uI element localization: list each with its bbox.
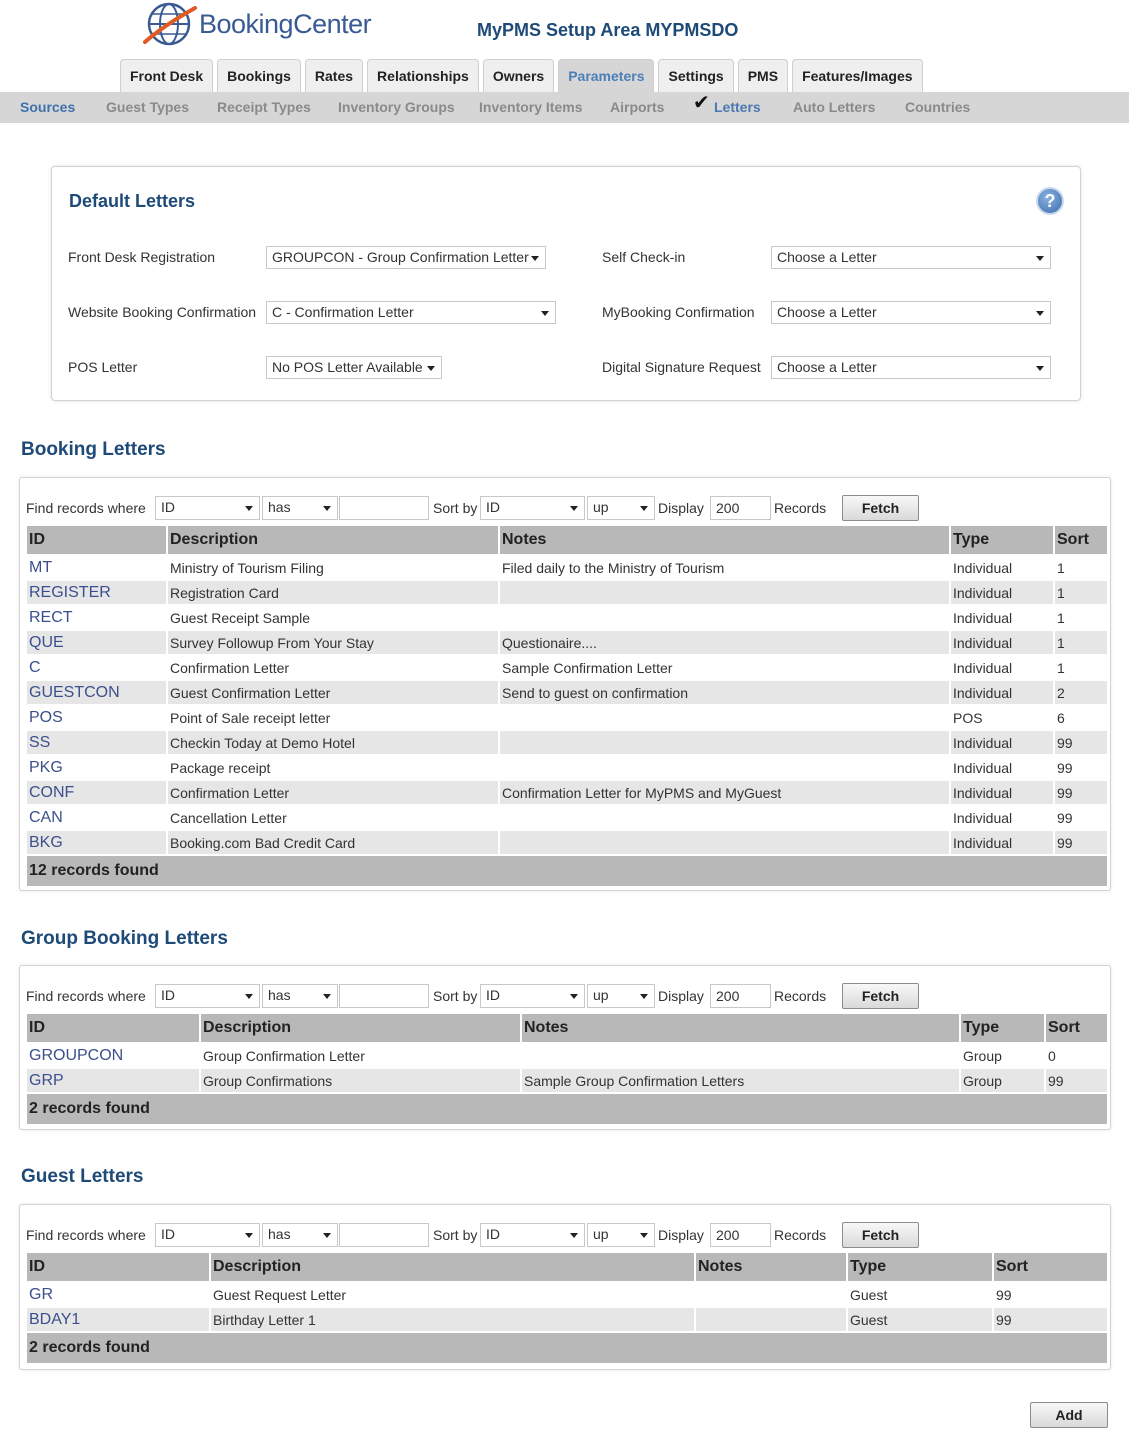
records-label: Records [774, 1227, 827, 1243]
tab-features-images[interactable]: Features/Images [792, 59, 923, 92]
table-row [27, 556, 1107, 579]
notes-cell [500, 706, 949, 729]
booking-letters-title: Booking Letters [21, 439, 166, 460]
records-found-count: 2 records found [27, 1094, 1107, 1124]
table-row [27, 756, 1107, 779]
logo-text: BookingCenter [199, 8, 372, 39]
table-row [27, 831, 1107, 854]
display-label: Display [658, 500, 704, 516]
letter-id-link[interactable]: QUE [27, 631, 166, 654]
default-letters-title: Default Letters [69, 191, 196, 211]
table-row [27, 1283, 1107, 1306]
description-cell: Booking.com Bad Credit Card [168, 831, 498, 854]
column-header-description[interactable]: Description [211, 1253, 694, 1281]
table-footer [27, 1333, 1107, 1363]
notes-cell: Send to guest on confirmation [500, 681, 949, 704]
notes-cell [500, 606, 949, 629]
sort-cell: 1 [1055, 606, 1107, 629]
checkmark-icon: ✔ [693, 92, 710, 114]
records-found-count: 2 records found [27, 1333, 1107, 1363]
column-header-sort[interactable]: Sort [1046, 1014, 1107, 1042]
chevron-down-icon [570, 994, 578, 999]
website-booking-confirmation-label: Website Booking Confirmation [68, 304, 257, 320]
sort-field-value: ID [486, 499, 500, 515]
column-header-notes[interactable]: Notes [696, 1253, 846, 1281]
sort-direction-value: up [593, 1226, 609, 1242]
letter-id-link[interactable]: MT [27, 556, 166, 579]
front-desk-registration-select[interactable] [266, 246, 546, 269]
letter-id-link[interactable]: POS [27, 706, 166, 729]
chevron-down-icon [323, 994, 331, 999]
digital-signature-request-select[interactable] [771, 356, 1051, 379]
type-cell: Group [961, 1044, 1044, 1067]
guest-letters-table [25, 1251, 1109, 1365]
mybooking-confirmation-value: Choose a Letter [777, 304, 877, 320]
find-records-label: Find records where [26, 988, 146, 1004]
table-footer [27, 856, 1107, 886]
front-desk-registration-label: Front Desk Registration [68, 249, 216, 265]
tab-relationships[interactable]: Relationships [367, 59, 479, 92]
letter-id-link[interactable]: C [27, 656, 166, 679]
description-cell: Group Confirmation Letter [201, 1044, 520, 1067]
notes-cell: Filed daily to the Ministry of Tourism [500, 556, 949, 579]
sort-cell: 2 [1055, 681, 1107, 704]
sort-cell: 1 [1055, 581, 1107, 604]
guest-filter-row [26, 1223, 1106, 1249]
letter-id-link[interactable]: BKG [27, 831, 166, 854]
fetch-button[interactable]: Fetch [842, 983, 919, 1009]
notes-cell [500, 581, 949, 604]
sort-cell: 6 [1055, 706, 1107, 729]
description-cell: Point of Sale receipt letter [168, 706, 498, 729]
subnav-inventory-groups[interactable]: Inventory Groups [338, 99, 455, 115]
table-row [27, 606, 1107, 629]
type-cell: Individual [951, 781, 1053, 804]
column-header-id[interactable]: ID [27, 1253, 209, 1281]
sort-cell: 99 [994, 1308, 1107, 1331]
column-header-sort[interactable]: Sort [994, 1253, 1107, 1281]
chevron-down-icon [245, 1233, 253, 1238]
group-booking-letters-title: Group Booking Letters [21, 928, 228, 949]
chevron-down-icon [640, 1233, 648, 1238]
filter-operator-select[interactable] [262, 496, 338, 520]
type-cell: Guest [848, 1308, 992, 1331]
description-cell: Cancellation Letter [168, 806, 498, 829]
website-booking-confirmation-value: C - Confirmation Letter [272, 304, 414, 320]
display-count-input[interactable]: 200 [710, 1223, 771, 1247]
globe-logo-icon [143, 2, 197, 46]
letter-id-link[interactable]: GRP [27, 1069, 199, 1092]
table-row [27, 1069, 1107, 1092]
sort-direction-value: up [593, 987, 609, 1003]
type-cell: Guest [848, 1283, 992, 1306]
sort-direction-value: up [593, 499, 609, 515]
letter-id-link[interactable]: SS [27, 731, 166, 754]
description-cell: Registration Card [168, 581, 498, 604]
type-cell: Individual [951, 831, 1053, 854]
tab-pms[interactable]: PMS [738, 59, 788, 92]
filter-field-value: ID [161, 1226, 175, 1242]
add-button[interactable]: Add [1030, 1402, 1108, 1428]
subnav-countries[interactable]: Countries [905, 99, 971, 115]
mybooking-confirmation-select[interactable] [771, 301, 1051, 324]
table-row [27, 656, 1107, 679]
self-checkin-label: Self Check-in [602, 249, 686, 265]
filter-operator-select[interactable] [262, 1223, 338, 1247]
table-row [27, 806, 1107, 829]
table-row [27, 731, 1107, 754]
filter-operator-select[interactable] [262, 984, 338, 1008]
type-cell: Individual [951, 806, 1053, 829]
tab-owners[interactable]: Owners [483, 59, 554, 92]
letter-id-link[interactable]: CONF [27, 781, 166, 804]
chevron-down-icon [531, 256, 539, 261]
description-cell: Group Confirmations [201, 1069, 520, 1092]
chevron-down-icon [323, 1233, 331, 1238]
table-footer [27, 1094, 1107, 1124]
filter-field-select[interactable] [155, 1223, 260, 1247]
description-cell: Confirmation Letter [168, 656, 498, 679]
column-header-type[interactable]: Type [961, 1014, 1044, 1042]
type-cell: Individual [951, 581, 1053, 604]
guest-letters-title: Guest Letters [21, 1166, 144, 1187]
column-header-notes[interactable]: Notes [500, 526, 949, 554]
column-header-sort[interactable]: Sort [1055, 526, 1107, 554]
records-label: Records [774, 500, 827, 516]
sort-cell: 99 [994, 1283, 1107, 1306]
sort-field-select[interactable] [480, 984, 585, 1008]
sort-cell: 99 [1046, 1069, 1107, 1092]
table-row [27, 631, 1107, 654]
sort-field-select[interactable] [480, 496, 585, 520]
description-cell: Guest Receipt Sample [168, 606, 498, 629]
notes-cell [696, 1283, 846, 1306]
sort-field-select[interactable] [480, 1223, 585, 1247]
tab-rates[interactable]: Rates [305, 59, 363, 92]
notes-cell [500, 731, 949, 754]
tab-bookings[interactable]: Bookings [217, 59, 301, 92]
pos-letter-value: No POS Letter Available [272, 359, 423, 375]
notes-cell [500, 806, 949, 829]
sort-direction-select[interactable] [587, 984, 655, 1008]
type-cell: Individual [951, 731, 1053, 754]
column-header-type[interactable]: Type [951, 526, 1053, 554]
notes-cell [500, 756, 949, 779]
booking-letters-box [19, 477, 1111, 891]
sort-by-label: Sort by [433, 1227, 478, 1243]
chevron-down-icon [640, 506, 648, 511]
sort-cell: 1 [1055, 656, 1107, 679]
chevron-down-icon [323, 506, 331, 511]
filter-operator-value: has [268, 499, 291, 515]
description-cell: Checkin Today at Demo Hotel [168, 731, 498, 754]
sort-direction-select[interactable] [587, 1223, 655, 1247]
filter-field-select[interactable] [155, 984, 260, 1008]
main-tabs [120, 59, 927, 92]
table-row [27, 1044, 1107, 1067]
sort-by-label: Sort by [433, 500, 478, 516]
table-row [27, 781, 1107, 804]
sort-cell: 99 [1055, 781, 1107, 804]
type-cell: Individual [951, 656, 1053, 679]
type-cell: Individual [951, 606, 1053, 629]
column-header-notes[interactable]: Notes [522, 1014, 959, 1042]
description-cell: Confirmation Letter [168, 781, 498, 804]
notes-cell: Confirmation Letter for MyPMS and MyGuest [500, 781, 949, 804]
tab-parameters[interactable]: Parameters [558, 59, 654, 92]
fetch-button[interactable]: Fetch [842, 495, 919, 521]
records-found-count: 12 records found [27, 856, 1107, 886]
sort-cell: 99 [1055, 831, 1107, 854]
sort-cell: 99 [1055, 756, 1107, 779]
column-header-type[interactable]: Type [848, 1253, 992, 1281]
tab-front-desk[interactable]: Front Desk [120, 59, 213, 92]
chevron-down-icon [570, 506, 578, 511]
sort-cell: 99 [1055, 731, 1107, 754]
letter-id-link[interactable]: RECT [27, 606, 166, 629]
sort-by-label: Sort by [433, 988, 478, 1004]
front-desk-registration-value: GROUPCON - Group Confirmation Letter [272, 249, 529, 265]
help-icon[interactable]: ? [1036, 187, 1064, 215]
subnav-sources[interactable]: Sources [20, 99, 76, 115]
chevron-down-icon [245, 994, 253, 999]
sort-field-value: ID [486, 1226, 500, 1242]
sort-direction-select[interactable] [587, 496, 655, 520]
chevron-down-icon [427, 366, 435, 371]
chevron-down-icon [1036, 366, 1044, 371]
sort-cell: 1 [1055, 556, 1107, 579]
subnav-letters[interactable]: Letters [714, 99, 761, 115]
sort-cell: 1 [1055, 631, 1107, 654]
mybooking-confirmation-label: MyBooking Confirmation [602, 304, 755, 320]
description-cell: Birthday Letter 1 [211, 1308, 694, 1331]
notes-cell [696, 1308, 846, 1331]
sort-field-value: ID [486, 987, 500, 1003]
self-checkin-value: Choose a Letter [777, 249, 877, 265]
sort-cell: 0 [1046, 1044, 1107, 1067]
group-booking-letters-box [19, 965, 1111, 1130]
subnav-guest-types[interactable]: Guest Types [106, 99, 189, 115]
filter-value-input[interactable] [339, 496, 429, 520]
letter-id-link[interactable]: CAN [27, 806, 166, 829]
filter-field-value: ID [161, 499, 175, 515]
description-cell: Guest Confirmation Letter [168, 681, 498, 704]
letter-id-link[interactable]: GROUPCON [27, 1044, 199, 1067]
description-cell: Ministry of Tourism Filing [168, 556, 498, 579]
letter-id-link[interactable]: GUESTCON [27, 681, 166, 704]
table-row [27, 681, 1107, 704]
notes-cell [500, 831, 949, 854]
type-cell: Individual [951, 631, 1053, 654]
display-label: Display [658, 988, 704, 1004]
chevron-down-icon [640, 994, 648, 999]
group-booking-letters-table [25, 1012, 1109, 1126]
page-title: MyPMS Setup Area MYPMSDO [477, 20, 739, 40]
filter-field-select[interactable] [155, 496, 260, 520]
filter-operator-value: has [268, 987, 291, 1003]
notes-cell: Questionaire.... [500, 631, 949, 654]
booking-filter-row [26, 496, 1106, 522]
records-label: Records [774, 988, 827, 1004]
notes-cell: Sample Confirmation Letter [500, 656, 949, 679]
table-row [27, 706, 1107, 729]
chevron-down-icon [1036, 311, 1044, 316]
table-row [27, 1308, 1107, 1331]
description-cell: Survey Followup From Your Stay [168, 631, 498, 654]
chevron-down-icon [541, 311, 549, 316]
filter-operator-value: has [268, 1226, 291, 1242]
chevron-down-icon [1036, 256, 1044, 261]
column-header-id[interactable]: ID [27, 1014, 199, 1042]
type-cell: Individual [951, 556, 1053, 579]
find-records-label: Find records where [26, 1227, 146, 1243]
description-cell: Package receipt [168, 756, 498, 779]
notes-cell: Sample Group Confirmation Letters [522, 1069, 959, 1092]
type-cell: Individual [951, 681, 1053, 704]
column-header-description[interactable]: Description [201, 1014, 520, 1042]
display-count-input[interactable]: 200 [710, 984, 771, 1008]
guest-letters-box [19, 1204, 1111, 1370]
logo [143, 2, 371, 46]
letter-id-link[interactable]: BDAY1 [27, 1308, 209, 1331]
digital-signature-request-label: Digital Signature Request [602, 359, 761, 375]
type-cell: Group [961, 1069, 1044, 1092]
chevron-down-icon [245, 506, 253, 511]
pos-letter-label: POS Letter [68, 359, 138, 375]
subnav-auto-letters[interactable]: Auto Letters [793, 99, 876, 115]
digital-signature-request-value: Choose a Letter [777, 359, 877, 375]
column-header-description[interactable]: Description [168, 526, 498, 554]
website-booking-confirmation-select[interactable] [266, 301, 556, 324]
subnav-airports[interactable]: Airports [610, 99, 665, 115]
chevron-down-icon [570, 1233, 578, 1238]
filter-value-input[interactable] [339, 984, 429, 1008]
display-label: Display [658, 1227, 704, 1243]
self-checkin-select[interactable] [771, 246, 1051, 269]
table-row [27, 581, 1107, 604]
notes-cell [522, 1044, 959, 1067]
pos-letter-select[interactable] [266, 356, 442, 379]
group-filter-row [26, 984, 1106, 1010]
fetch-button[interactable]: Fetch [842, 1222, 919, 1248]
letter-id-link[interactable]: PKG [27, 756, 166, 779]
sub-navigation [0, 92, 1129, 123]
filter-field-value: ID [161, 987, 175, 1003]
subnav-receipt-types[interactable]: Receipt Types [217, 99, 311, 115]
filter-value-input[interactable] [339, 1223, 429, 1247]
tab-settings[interactable]: Settings [658, 59, 733, 92]
letter-id-link[interactable]: REGISTER [27, 581, 166, 604]
description-cell: Guest Request Letter [211, 1283, 694, 1306]
default-letters-panel [51, 166, 1081, 401]
column-header-id[interactable]: ID [27, 526, 166, 554]
type-cell: Individual [951, 756, 1053, 779]
type-cell: POS [951, 706, 1053, 729]
booking-letters-table [25, 524, 1109, 888]
display-count-input[interactable]: 200 [710, 496, 771, 520]
sort-cell: 99 [1055, 806, 1107, 829]
find-records-label: Find records where [26, 500, 146, 516]
letter-id-link[interactable]: GR [27, 1283, 209, 1306]
subnav-inventory-items[interactable]: Inventory Items [479, 99, 583, 115]
